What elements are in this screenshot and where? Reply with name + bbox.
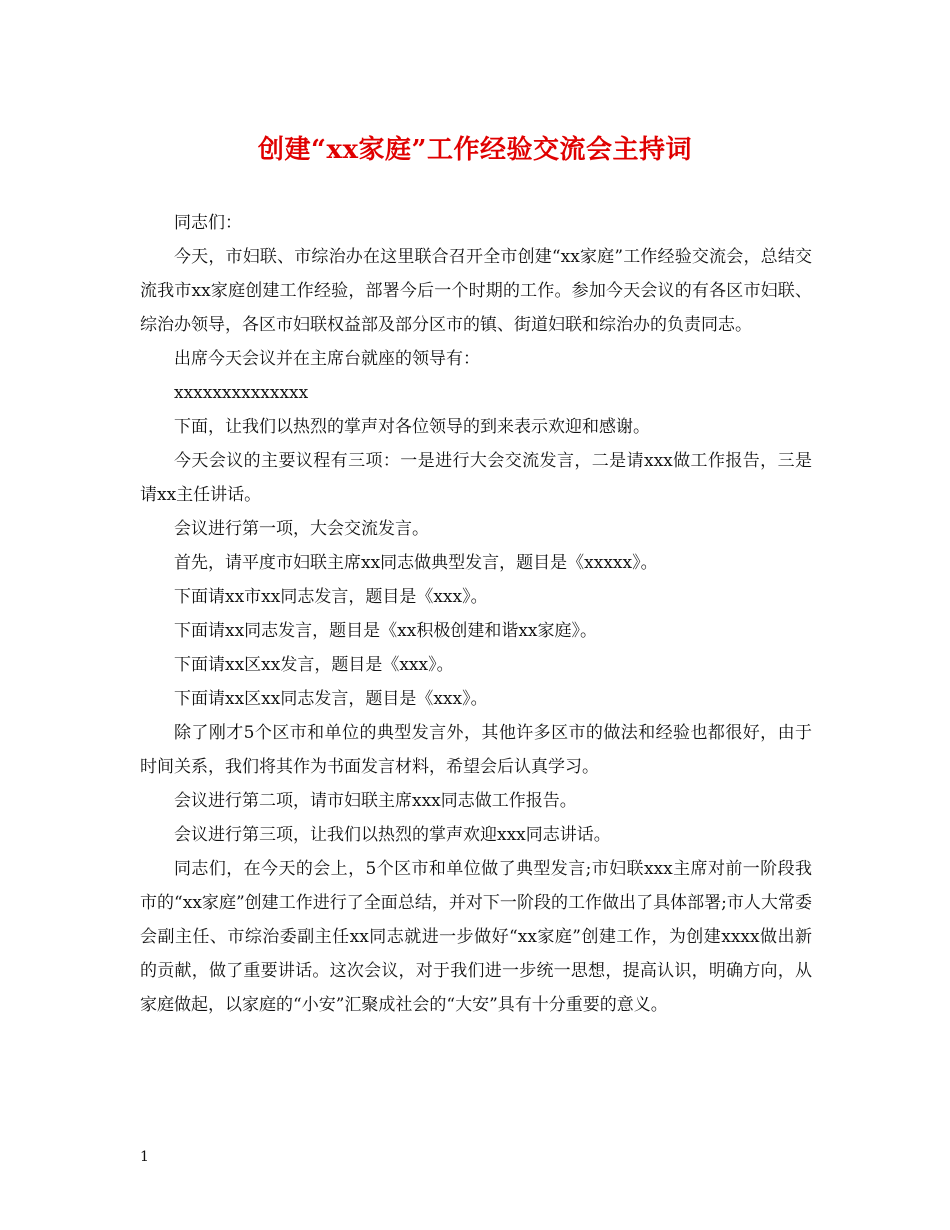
paragraph: 下面请xx同志发言，题目是《xx积极创建和谐xx家庭》。 xyxy=(174,621,598,641)
paragraph: 同志们： xyxy=(174,213,242,233)
paragraph: 下面请xx市xx同志发言，题目是《xxx》。 xyxy=(174,587,488,607)
paragraph: 下面，让我们以热烈的掌声对各位领导的到来表示欢迎和感谢。 xyxy=(174,417,650,437)
paragraph: 首先，请平度市妇联主席xx同志做典型发言，题目是《xxxxx》。 xyxy=(174,553,658,573)
document-title: 创建“xx家庭”工作经验交流会主持词 xyxy=(258,135,692,165)
paragraph: 今天，市妇联、市综治办在这里联合召开全市创建“xx家庭”工作经验交流会，总结交流我市xx家庭创建工作经验，部署今后一个时期的工作。参加今天会议的有各区市妇联、综治办领导，各区市妇联权益部及部分区市的镇、街道妇联和综治办的负责同志。 xyxy=(140,247,812,335)
paragraph: xxxxxxxxxxxxxx xyxy=(174,383,309,403)
paragraph: 下面请xx区xx同志发言，题目是《xxx》。 xyxy=(174,689,488,709)
paragraph: 下面请xx区xx发言，题目是《xxx》。 xyxy=(174,655,454,675)
paragraph: 出席今天会议并在主席台就座的领导有： xyxy=(174,349,480,369)
document-body xyxy=(140,206,812,1022)
paragraph: 会议进行第三项，让我们以热烈的掌声欢迎xxx同志讲话。 xyxy=(174,825,611,845)
paragraph: 今天会议的主要议程有三项：一是进行大会交流发言，二是请xxx做工作报告，三是请xx主任讲话。 xyxy=(140,451,812,505)
paragraph: 会议进行第一项，大会交流发言。 xyxy=(174,519,429,539)
paragraph: 除了刚才5个区市和单位的典型发言外，其他许多区市的做法和经验也都很好，由于时间关系，我们将其作为书面发言材料，希望会后认真学习。 xyxy=(140,723,812,777)
page-number: 1 xyxy=(140,1149,149,1165)
paragraph: 会议进行第二项，请市妇联主席xxx同志做工作报告。 xyxy=(174,791,577,811)
paragraph: 同志们，在今天的会上，5个区市和单位做了典型发言;市妇联xxx主席对前一阶段我市的“xx家庭”创建工作进行了全面总结，并对下一阶段的工作做出了具体部署;市人大常委会副主任、市综治委副主任xx同志就进一步做好“xx家庭”创建工作，为创建xxxx做出新的贡献，做了重要讲话。这次会议，对于我们进一步统一思想，提高认识，明确方向，从家庭做起，以家庭的“小安”汇聚成社会的“大安”具有十分重要的意义。 xyxy=(140,859,812,1015)
